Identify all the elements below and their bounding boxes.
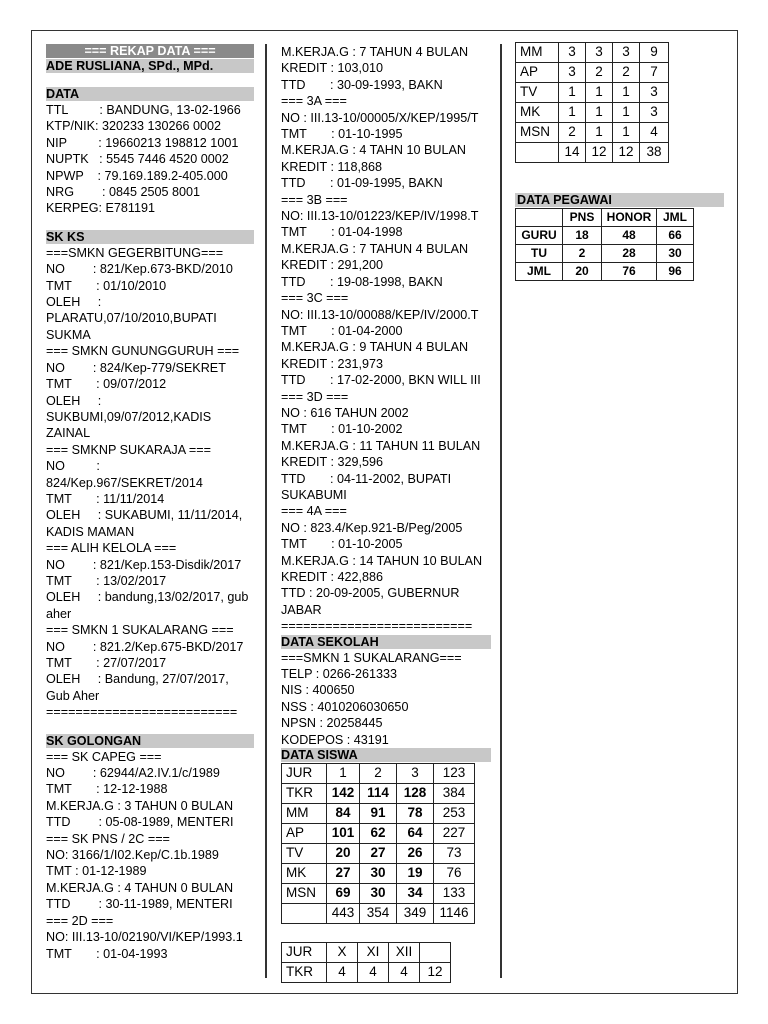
table-cell: X	[327, 943, 358, 963]
text-line: NO: III.13-10/01223/KEP/IV/1998.T	[281, 209, 479, 224]
text-line: TMT : 01/10/2010	[46, 278, 167, 293]
text-line: TTD : 19-08-1998, BAKN	[281, 274, 443, 289]
table-cell: 1	[586, 83, 613, 103]
table-cell: 227	[434, 824, 475, 844]
column-divider-2	[500, 44, 502, 978]
table-cell: MM	[282, 804, 327, 824]
text-line: KREDIT : 103,010	[281, 61, 383, 76]
table-cell: 443	[327, 904, 360, 924]
text-line: KREDIT : 422,886	[281, 570, 383, 584]
text-line: === 3B ===	[281, 192, 348, 207]
section-heading: ADE RUSLIANA, SPd., MPd.	[46, 59, 254, 73]
table-cell: 14	[559, 143, 586, 163]
table-cell: AP	[516, 63, 559, 83]
table-row	[516, 123, 669, 143]
text-line: TMT : 01-10-2002	[281, 422, 403, 437]
table-cell: HONOR	[602, 209, 657, 227]
table-cell: 4	[389, 963, 420, 983]
text-line: NIS : 400650	[281, 683, 355, 698]
text-line: NO : 821/Kep.673-BKD/2010	[46, 262, 233, 277]
text-line: TTL : BANDUNG, 13-02-1966	[46, 103, 241, 117]
text-line: M.KERJA.G : 9 TAHUN 4 BULAN	[281, 340, 469, 355]
table-cell: TKR	[282, 784, 327, 804]
text-line: SUKABUMI	[281, 487, 347, 502]
data-siswa-table	[281, 763, 475, 924]
column-right	[515, 44, 725, 281]
table-cell: JML	[657, 209, 694, 227]
spacer	[46, 217, 254, 230]
text-line: NO : 823.4/Kep.921-B/Peg/2005	[281, 520, 463, 535]
text-line: JABAR	[281, 602, 322, 617]
table-cell: 1	[559, 83, 586, 103]
text-line: NRG : 0845 2505 8001	[46, 185, 201, 200]
table-cell	[420, 943, 451, 963]
table-cell: 2	[586, 63, 613, 83]
table-cell: 142	[327, 784, 360, 804]
table-cell: 3	[613, 43, 640, 63]
table-cell: 30	[360, 884, 397, 904]
table-cell: 62	[360, 824, 397, 844]
kelas-table-continued	[515, 42, 669, 163]
table-cell: 3	[586, 43, 613, 63]
table-cell: PNS	[563, 209, 602, 227]
text-line: TMT : 27/07/2017	[46, 656, 167, 670]
table-cell: XI	[358, 943, 389, 963]
table-cell	[516, 143, 559, 163]
data-pegawai-heading: DATA PEGAWAI	[515, 193, 724, 207]
table-cell: JUR	[282, 764, 327, 784]
table-cell: 48	[602, 227, 657, 245]
table-row	[516, 263, 694, 281]
table-cell: 7	[640, 63, 669, 83]
table-cell: 38	[640, 143, 669, 163]
text-line: NPSN : 20258445	[281, 716, 383, 731]
table-row	[516, 143, 669, 163]
text-line: NO : III.13-10/00005/X/KEP/1995/T	[281, 110, 479, 125]
text-line: TTD : 17-02-2000, BKN WILL III	[281, 373, 481, 388]
section-heading: SK GOLONGAN	[46, 734, 254, 748]
text-line: NO : 821/Kep.153-Disdik/2017	[46, 557, 242, 572]
text-line: KREDIT : 118,868	[281, 159, 383, 174]
table-cell: 78	[397, 804, 434, 824]
text-line: TTD : 30-09-1993, BAKN	[281, 77, 443, 92]
text-line: === SMKN GUNUNGGURUH ===	[46, 344, 240, 359]
table-cell: 30	[360, 864, 397, 884]
table-cell: JML	[516, 263, 563, 281]
text-line: TMT : 12-12-1988	[46, 782, 168, 797]
table-cell: 69	[327, 884, 360, 904]
table-row	[516, 63, 669, 83]
column-left	[46, 44, 254, 962]
table-row	[282, 963, 451, 983]
text-line: TMT : 11/11/2014	[46, 491, 165, 506]
table-cell	[516, 209, 563, 227]
table-cell: 3	[640, 83, 669, 103]
section-heading: === REKAP DATA ===	[46, 44, 254, 58]
text-line: OLEH :	[46, 295, 102, 310]
table-row	[282, 804, 475, 824]
text-line: KREDIT : 231,973	[281, 356, 383, 371]
table-cell: 1	[613, 123, 640, 143]
kelas-table	[281, 942, 451, 983]
text-line: === ALIH KELOLA ===	[46, 541, 177, 556]
table-cell: 66	[657, 227, 694, 245]
table-cell: JUR	[282, 943, 327, 963]
table-cell: 73	[434, 844, 475, 864]
table-cell: 1	[559, 103, 586, 123]
text-line: TMT : 01-12-1989	[46, 864, 147, 879]
table-row	[516, 209, 694, 227]
table-cell: 1	[613, 83, 640, 103]
table-cell: XII	[389, 943, 420, 963]
text-line: OLEH : bandung,13/02/2017, gub	[46, 590, 249, 605]
table-cell: 133	[434, 884, 475, 904]
table-cell: 253	[434, 804, 475, 824]
text-line: TMT : 01-04-1993	[46, 946, 168, 961]
table-row	[282, 904, 475, 924]
text-line: KODEPOS : 43191	[281, 732, 389, 747]
table-cell: MK	[516, 103, 559, 123]
text-line: ===SMKN 1 SUKALARANG===	[281, 650, 462, 665]
table-cell: 27	[360, 844, 397, 864]
table-cell: 4	[640, 123, 669, 143]
text-line: KREDIT : 329,596	[281, 455, 383, 470]
text-line: OLEH : SUKABUMI, 11/11/2014,	[46, 508, 243, 523]
text-line: TMT : 01-10-1995	[281, 127, 403, 142]
table-cell: 12	[420, 963, 451, 983]
table-cell: 2	[360, 764, 397, 784]
table-cell: 12	[613, 143, 640, 163]
spacer	[46, 721, 254, 734]
table-cell: TV	[516, 83, 559, 103]
text-line: TELP : 0266-261333	[281, 667, 398, 682]
table-cell: 354	[360, 904, 397, 924]
text-line: TMT : 09/07/2012	[46, 377, 167, 392]
table-row	[282, 884, 475, 904]
table-row	[516, 227, 694, 245]
text-line: OLEH :	[46, 393, 102, 408]
text-line: === 3A ===	[281, 94, 347, 109]
text-line: NO :	[46, 459, 100, 474]
spacer	[46, 74, 254, 87]
table-row	[282, 844, 475, 864]
text-line: 824/Kep.967/SEKRET/2014	[46, 475, 203, 490]
text-line: NO : 62944/A2.IV.1/c/1989	[46, 766, 220, 781]
text-line: TMT : 01-04-1998	[281, 225, 403, 240]
table-cell: 91	[360, 804, 397, 824]
table-cell: 96	[657, 263, 694, 281]
text-line: NO : 821.2/Kep.675-BKD/2017	[46, 639, 244, 654]
table-cell: 12	[586, 143, 613, 163]
table-cell: 4	[358, 963, 389, 983]
table-cell: TU	[516, 245, 563, 263]
text-line: aher	[46, 606, 72, 621]
table-cell: 2	[559, 123, 586, 143]
table-cell: 20	[327, 844, 360, 864]
text-line: NO: 3166/1/I02.Kep/C.1b.1989	[46, 848, 219, 863]
text-line: ==========================	[281, 619, 473, 634]
table-cell: 1	[586, 103, 613, 123]
text-line: TTD : 20-09-2005, GUBERNUR	[281, 586, 460, 601]
table-cell: 3	[640, 103, 669, 123]
text-line: NO : 824/Kep-779/SEKRET	[46, 360, 226, 375]
text-line: M.KERJA.G : 7 TAHUN 4 BULAN	[281, 241, 469, 256]
text-line: NSS : 4010206030650	[281, 699, 409, 714]
table-cell: 114	[360, 784, 397, 804]
text-line: NUPTK : 5545 7446 4520 0002	[46, 152, 229, 167]
table-row	[282, 864, 475, 884]
text-line: TTD : 04-11-2002, BUPATI	[281, 471, 452, 486]
text-line: === 4A ===	[281, 504, 347, 519]
table-cell: 349	[397, 904, 434, 924]
table-cell: 20	[563, 263, 602, 281]
text-line: NPWP : 79.169.189.2-405.000	[46, 168, 228, 183]
table-cell: 30	[657, 245, 694, 263]
table-cell: 1	[586, 123, 613, 143]
table-row	[516, 83, 669, 103]
text-line: M.KERJA.G : 7 TAHUN 4 BULAN	[281, 45, 469, 59]
text-line: KADIS MAMAN	[46, 524, 135, 539]
table-cell: 28	[602, 245, 657, 263]
table-cell: MM	[516, 43, 559, 63]
table-cell: TV	[282, 844, 327, 864]
table-row	[282, 943, 451, 963]
text-line: === 3D ===	[281, 389, 349, 404]
table-cell: 2	[613, 63, 640, 83]
section-heading: DATA SEKOLAH	[281, 635, 491, 649]
column-divider-1	[265, 44, 267, 978]
text-line: Gub Aher	[46, 688, 100, 703]
table-cell: 1146	[434, 904, 475, 924]
table-cell: 84	[327, 804, 360, 824]
table-cell: GURU	[516, 227, 563, 245]
table-cell: 9	[640, 43, 669, 63]
table-cell: 4	[327, 963, 358, 983]
text-line: M.KERJA.G : 3 TAHUN 0 BULAN	[46, 798, 234, 813]
table-cell: 3	[559, 63, 586, 83]
table-cell: 1	[613, 103, 640, 123]
text-line: M.KERJA.G : 11 TAHUN 11 BULAN	[281, 438, 481, 453]
table-row	[516, 43, 669, 63]
table-cell: 3	[559, 43, 586, 63]
table-cell: 27	[327, 864, 360, 884]
text-line: TTD : 30-11-1989, MENTERI	[46, 897, 233, 912]
text-line: TTD : 01-09-1995, BAKN	[281, 176, 443, 191]
table-cell: 101	[327, 824, 360, 844]
text-line: === SMKNP SUKARAJA ===	[46, 442, 211, 457]
table-cell: 76	[602, 263, 657, 281]
table-row	[282, 824, 475, 844]
text-line: PLARATU,07/10/2010,BUPATI	[46, 311, 217, 326]
text-line: TMT : 01-04-2000	[281, 323, 403, 338]
text-line: ZAINAL	[46, 426, 91, 441]
text-line: ==========================	[46, 705, 238, 720]
table-cell: 26	[397, 844, 434, 864]
table-cell: 19	[397, 864, 434, 884]
table-cell: 64	[397, 824, 434, 844]
table-cell	[282, 904, 327, 924]
table-cell: TKR	[282, 963, 327, 983]
column-middle	[281, 44, 491, 983]
text-line: SUKBUMI,09/07/2012,KADIS	[46, 409, 212, 424]
table-row	[516, 245, 694, 263]
text-line: === SMKN 1 SUKALARANG ===	[46, 623, 234, 638]
text-line: KERPEG: E781191	[46, 201, 155, 216]
text-line: M.KERJA.G : 4 TAHUN 0 BULAN	[46, 880, 234, 895]
table-row	[516, 103, 669, 123]
table-cell: AP	[282, 824, 327, 844]
table-cell: MSN	[282, 884, 327, 904]
text-line: M.KERJA.G : 4 TAHN 10 BULAN	[281, 143, 466, 158]
text-line: OLEH : Bandung, 27/07/2017,	[46, 672, 229, 687]
table-cell: MSN	[516, 123, 559, 143]
table-row	[282, 764, 475, 784]
text-line: === SK CAPEG ===	[46, 749, 162, 764]
text-line: KTP/NIK: 320233 130266 0002	[46, 119, 222, 134]
text-line: NO : 616 TAHUN 2002	[281, 405, 409, 420]
table-cell: 3	[397, 764, 434, 784]
table-cell: 384	[434, 784, 475, 804]
text-line: M.KERJA.G : 14 TAHUN 10 BULAN	[281, 553, 483, 568]
data-pegawai-table	[515, 208, 694, 281]
table-cell: 2	[563, 245, 602, 263]
text-line: === 3C ===	[281, 291, 349, 306]
text-line: TMT : 13/02/2017	[46, 573, 167, 588]
text-line: NO: III.13-10/02190/VI/KEP/1993.1	[46, 930, 243, 945]
text-line: === 2D ===	[46, 913, 114, 928]
table-cell: 18	[563, 227, 602, 245]
table-row	[282, 784, 475, 804]
table-cell: MK	[282, 864, 327, 884]
section-heading: DATA SISWA	[281, 748, 491, 762]
section-heading: DATA	[46, 87, 254, 101]
table-cell: 34	[397, 884, 434, 904]
text-line: NO: III.13-10/00088/KEP/IV/2000.T	[281, 307, 479, 322]
text-line: TMT : 01-10-2005	[281, 537, 403, 552]
table-cell: 76	[434, 864, 475, 884]
text-line: === SK PNS / 2C ===	[46, 831, 170, 846]
text-line: TTD : 05-08-1989, MENTERI	[46, 815, 234, 830]
table-cell: 123	[434, 764, 475, 784]
section-heading: SK KS	[46, 230, 254, 244]
text-line: KREDIT : 291,200	[281, 258, 383, 273]
text-line: NIP : 19660213 198812 1001	[46, 135, 239, 150]
table-cell: 128	[397, 784, 434, 804]
table-cell: 1	[327, 764, 360, 784]
text-line: SUKMA	[46, 327, 91, 342]
text-line: ===SMKN GEGERBITUNG===	[46, 245, 224, 260]
